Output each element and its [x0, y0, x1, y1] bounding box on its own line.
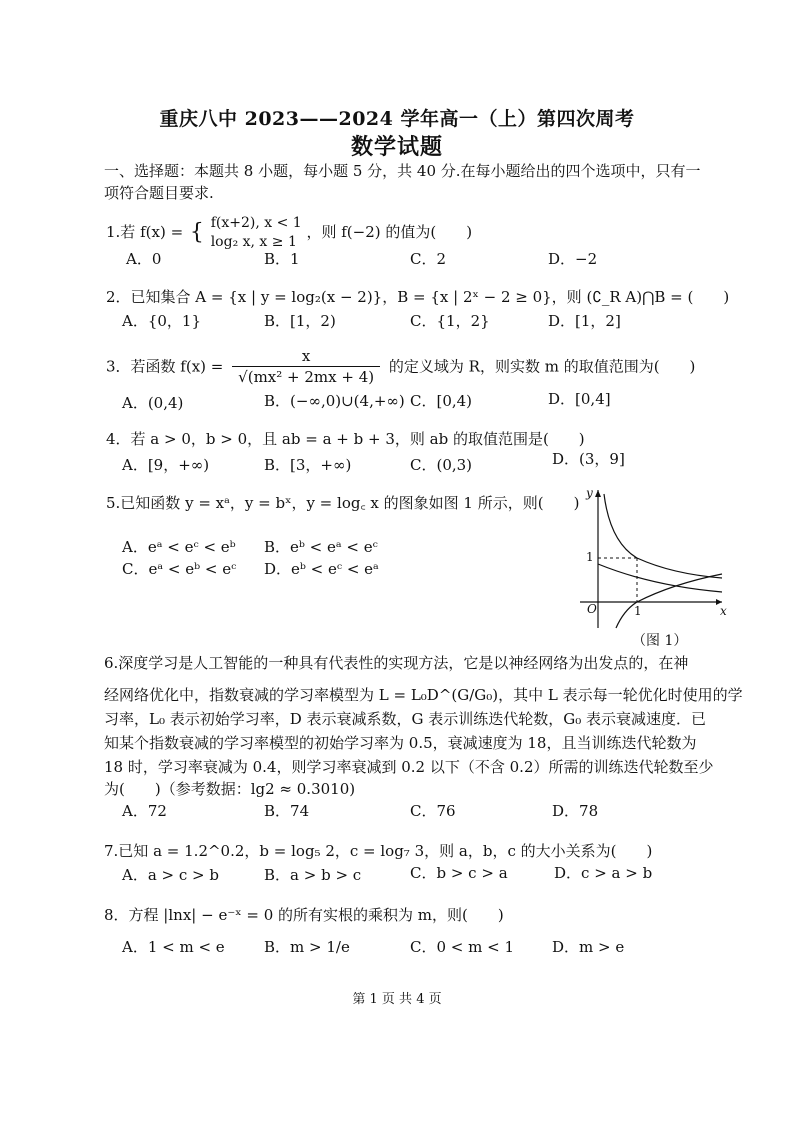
y-axis-label: y: [586, 486, 593, 500]
question-6-line1: 6.深度学习是人工智能的一种具有代表性的实现方法，它是以神经网络为出发点的，在神: [104, 654, 689, 672]
q2-option-d: D．[1，2]: [548, 312, 621, 330]
logarithm-function-curve: [616, 574, 722, 628]
q5-option-a: A．eᵃ < eᶜ < eᵇ: [122, 538, 236, 556]
question-7-stem: 7.已知 a = 1.2^0.2，b = log₅ 2，c = log₇ 3，则 a，b，c 的大小关系为( ): [104, 842, 653, 860]
q2-option-c: C．{1，2}: [410, 312, 490, 330]
q6-option-b: B．74: [264, 802, 310, 820]
question-4-stem: 4．若 a > 0，b > 0，且 ab = a + b + 3，则 ab 的取值范围是( ): [106, 430, 585, 448]
x-axis-label: x: [720, 604, 727, 618]
q1-stem-prefix: 1.若 f(x) =: [106, 223, 184, 241]
figure-1-caption: （图 1）: [632, 633, 688, 649]
q4-option-a: A．[9，+∞): [122, 456, 210, 474]
piecewise-case-2: log₂ x, x ≥ 1: [210, 234, 297, 250]
exam-title: 重庆八中 2023——2024 学年高一（上）第四次周考: [159, 108, 635, 130]
q7-option-d: D．c > a > b: [554, 864, 653, 882]
question-6-line4: 知某个指数衰减的学习率模型的初始学习率为 0.5，衰减速度为 18，且当训练迭代轮数为: [104, 734, 697, 752]
q3-stem-prefix: 3．若函数 f(x) =: [106, 357, 224, 376]
q3-fraction: [232, 346, 380, 387]
q1-option-a: A．0: [126, 250, 162, 268]
q5-option-b: B．eᵇ < eᵃ < eᶜ: [264, 538, 378, 556]
y-axis-arrow: [595, 490, 601, 497]
q1-option-b: B．1: [264, 250, 300, 268]
q3-option-d: D．[0,4]: [548, 390, 611, 408]
q4-option-c: C．(0,3): [410, 456, 473, 474]
question-6-line3: 习率，L₀ 表示初始学习率，D 表示衰减系数，G 表示训练迭代轮数，G₀ 表示衰减速度．已: [104, 710, 707, 728]
question-1-stem: [106, 212, 472, 253]
q6-option-c: C．76: [410, 802, 456, 820]
q2-option-a: A．{0，1}: [122, 312, 202, 330]
question-6-line6: 为( )（参考数据：lg2 ≈ 0.3010): [104, 780, 356, 798]
question-6-line5: 18 时，学习率衰减为 0.4，则学习率衰减到 0.2 以下（不含 0.2）所需的训练迭代轮数至少: [104, 758, 714, 776]
section-instructions-line2: 项符合题目要求.: [104, 184, 214, 202]
question-2-stem: 2．已知集合 A = {x | y = log₂(x − 2)}，B = {x | 2ˣ − 2 ≥ 0}，则 (∁_R A)⋂B = ( ): [106, 288, 730, 306]
q7-option-a: A．a > c > b: [122, 866, 219, 884]
q5-option-c: C．eᵃ < eᵇ < eᶜ: [122, 560, 237, 578]
q3-option-a: A．(0,4): [122, 394, 184, 412]
q6-option-d: D．78: [552, 802, 599, 820]
question-5-stem: 5.已知函数 y = xᵃ，y = bˣ，y = log꜀ x 的图象如图 1 所示，则( ): [106, 494, 580, 512]
q7-option-c: C．b > c > a: [410, 864, 508, 882]
question-8-stem: 8．方程 |lnx| − e⁻ˣ = 0 的所有实根的乘积为 m，则( ): [104, 906, 504, 924]
exam-subtitle: 数学试题: [350, 134, 443, 160]
section-instructions-line1: 一、选择题：本题共 8 小题，每小题 5 分，共 40 分.在每小题给出的四个选项中，只有一: [104, 162, 701, 180]
piecewise-cases: [211, 214, 302, 252]
piecewise-case-1: f(x+2), x < 1: [210, 215, 302, 231]
q3-stem-suffix: 的定义域为 R，则实数 m 的取值范围为( ): [388, 357, 696, 376]
q1-option-d: D．−2: [548, 250, 598, 268]
y-tick-label: 1: [586, 550, 594, 564]
figure-1-graph: [572, 482, 732, 652]
q4-option-d: D．(3，9]: [552, 450, 625, 468]
q7-option-b: B．a > b > c: [264, 866, 362, 884]
q1-stem-suffix: ，则 f(−2) 的值为( ): [306, 223, 473, 241]
x-tick-label: 1: [634, 604, 642, 618]
q2-option-b: B．[1，2): [264, 312, 336, 330]
origin-label: O: [587, 602, 597, 616]
q3-option-b: B．(−∞,0)∪(4,+∞): [264, 392, 405, 410]
q3-option-c: C．[0,4): [410, 392, 473, 410]
q3-denominator: √(mx² + 2mx + 4): [238, 368, 375, 386]
question-3-stem: [106, 346, 695, 387]
question-6-line2: 经网络优化中，指数衰减的学习率模型为 L = L₀D^(G/G₀)，其中 L 表示每一轮优化时使用的学: [104, 686, 743, 704]
power-function-curve: [604, 494, 722, 578]
q8-option-b: B．m > 1/e: [264, 938, 350, 956]
q3-numerator: x: [232, 346, 380, 367]
q5-option-d: D．eᵇ < eᶜ < eᵃ: [264, 560, 379, 578]
page-footer: 第 1 页 共 4 页: [352, 992, 442, 1007]
q4-option-b: B．[3，+∞): [264, 456, 352, 474]
q8-option-d: D．m > e: [552, 938, 625, 956]
q8-option-c: C．0 < m < 1: [410, 938, 514, 956]
q8-option-a: A．1 < m < e: [122, 938, 225, 956]
piecewise-brace: {: [189, 220, 204, 245]
q1-option-c: C．2: [410, 250, 447, 268]
q6-option-a: A．72: [122, 802, 167, 820]
